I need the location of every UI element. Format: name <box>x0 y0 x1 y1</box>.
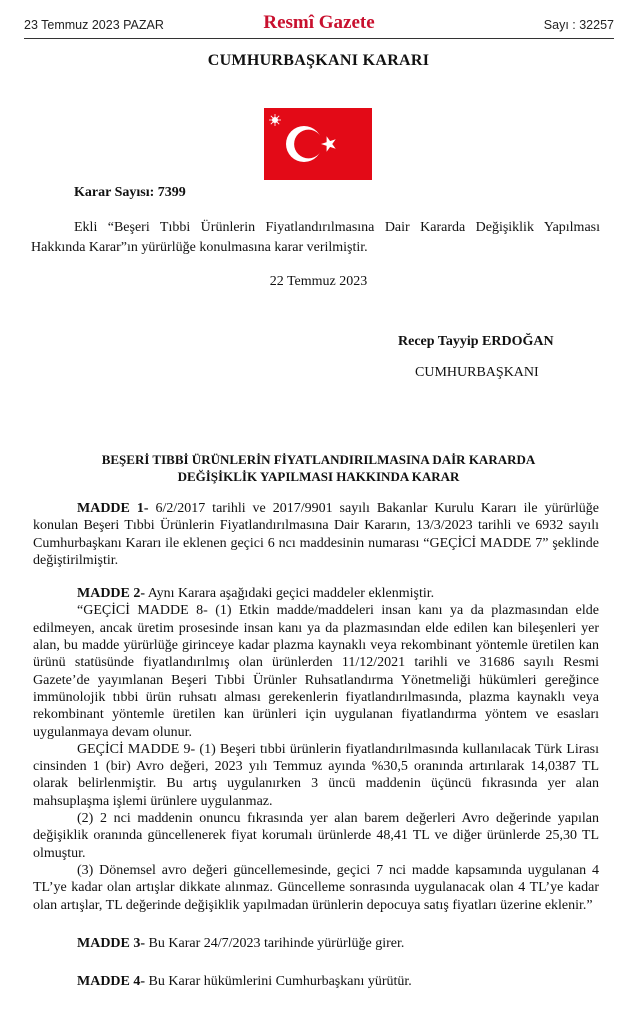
document-type-title: CUMHURBAŞKANI KARARI <box>207 52 430 69</box>
header-divider <box>24 38 614 39</box>
article-text: 6/2/2017 tarihli ve 2017/9901 sayılı Bakanlar Kurulu Kararı ile yürürlüğe konulan Beşeri Tıbbi Ürünlerin Fiyatlandırılmasına Dair Kararın, 13/3/2023 tarihli ve 6932 sayılı Cumhurbaşkanı Kararı ile eklenen geçici 6 ncı maddesinin numarası “GEÇİCİ MADDE 7” şeklinde değiştirilmiştir. <box>33 501 600 568</box>
regulation-body <box>33 500 599 990</box>
heading-line-1: BEŞERİ TIBBİ ÜRÜNLERİN FİYATLANDIRILMASINA DAİR KARARDA <box>101 452 536 467</box>
provisional-article-9-clause-3: (3) Dönemsel avro değeri güncellemesinde, geçici 7 nci madde kapsamında uygulanan 4 TL’ye kadar olan artışlar dikkate alınmaz. Güncelleme sonrasında uygulanacak olan 4 TL’ye kadar olan artışlar, TL değerinde değişiklik yapılmadan ürünlerin depocuya satış fiyatları üzerine eklenir.” <box>33 862 599 913</box>
article-2 <box>33 585 599 602</box>
intro-paragraph: Ekli “Beşeri Tıbbi Ürünlerin Fiyatlandırılmasına Dair Kararda Değişiklik Yapılması Hakkında Karar”ın yürürlüğe konulmasına karar verilmiştir. <box>31 220 600 255</box>
article-4 <box>33 973 599 990</box>
article-label: MADDE 2- <box>77 586 146 602</box>
gazette-header <box>24 14 614 38</box>
decree-number: Karar Sayısı: 7399 <box>74 185 186 200</box>
article-label: MADDE 1- <box>77 501 149 516</box>
issue-number: Sayı : 32257 <box>543 18 614 32</box>
provisional-article-9-clause-2: (2) 2 nci maddenin onuncu fıkrasında yer alan barem değerleri Avro değerinde yapılan değişiklik oranında güncellenerek fiyat korumalı ürünlerde 48,41 TL ve diğer ürünlerde 25,30 TL olmuştur. <box>33 811 599 861</box>
signer-title: CUMHURBAŞKANI <box>415 365 539 380</box>
issue-date: 23 Temmuz 2023 PAZAR <box>24 18 164 32</box>
turkish-flag-icon <box>264 108 372 180</box>
article-label: MADDE 4- <box>77 974 146 990</box>
article-label: MADDE 3- <box>77 935 146 951</box>
signature-date: 22 Temmuz 2023 <box>269 274 368 289</box>
article-1 <box>33 500 599 569</box>
regulation-heading <box>40 451 597 485</box>
gazette-title: Resmî Gazete <box>263 12 375 33</box>
heading-line-2: DEĞİŞİKLİK YAPILMASI HAKKINDA KARAR <box>177 469 460 484</box>
provisional-article-9: GEÇİCİ MADDE 9- (1) Beşeri tıbbi ürünlerin fiyatlandırılmasında kullanılacak Türk Lirası cinsinden 1 (bir) Avro değeri, 2023 yılı Temmuz ayında %30,5 oranında artırılarak 14,0387 TL olarak belirlenmiştir. Bu artış uygulanırken 3 üncü maddenin üçüncü fıkrasında yer alan mahsuplaşma işlemi ürünlere uygulanmaz. <box>33 741 599 809</box>
article-text: Bu Karar 24/7/2023 tarihinde yürürlüğe girer. <box>145 935 405 951</box>
article-text: Bu Karar hükümlerini Cumhurbaşkanı yürütür. <box>145 974 412 990</box>
signer-name: Recep Tayyip ERDOĞAN <box>398 334 554 349</box>
provisional-article-8: “GEÇİCİ MADDE 8- (1) Etkin madde/maddeleri insan kanı ya da plazmasından elde edilmeyen, ancak üretim prosesinde insan kanı ya da plazmasından elde edilen kan bileşenleri yer alan, bu madde yürürlüğe girinceye kadar plazma kaynaklı veya rekombinant yöntemle üretilen kan ürünü statüsünde fiyatlandırılmış olan ürünlerden 11/12/2021 tarihli ve 31686 sayılı Resmi Gazete’de yayımlanan Beşeri Tıbbi Ürünler Ruhsatlandırma Yönetmeliği hükümleri gereğince immünolojik tıbbi ürün ruhsatı alması gerekenlerin fiyatlandırılmasında, plazma kaynaklı veya rekombinant yöntemle üretilen kan ürünleri için uygulanan fiyatlandırma yöntem ve esasları uygulanmaya devam olunur. <box>33 603 599 740</box>
article-text: Aynı Karara aşağıdaki geçici maddeler eklenmiştir. <box>145 586 435 602</box>
article-3 <box>33 935 599 952</box>
